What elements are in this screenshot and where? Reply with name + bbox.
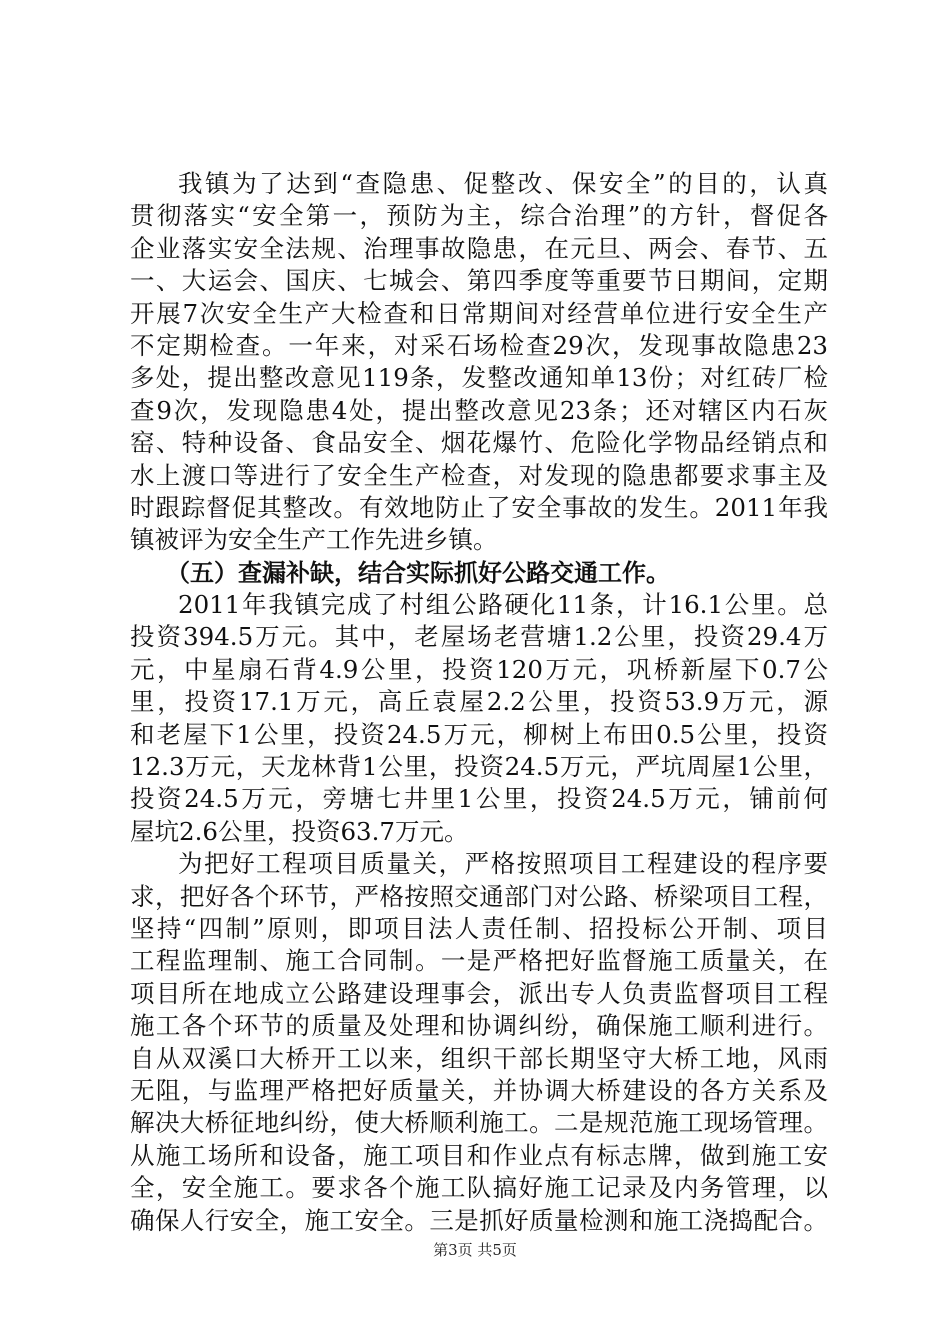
text-line: 自从双溪口大桥开工以来，组织干部长期坚守大桥工地，风雨 xyxy=(130,1043,828,1073)
text-line: 多处，提出整改意见119条，发整改通知单13份；对红砖厂检 xyxy=(130,363,828,393)
text-line: 开展7次安全生产大检查和日常期间对经营单位进行安全生产 xyxy=(130,298,828,328)
text-line: 不定期检查。一年来，对采石场检查29次，发现事故隐患23 xyxy=(130,330,828,360)
text-line: 一、大运会、国庆、七城会、第四季度等重要节日期间，定期 xyxy=(130,266,828,296)
paragraph xyxy=(130,168,828,557)
text-line: 施工各个环节的质量及处理和协调纠纷，确保施工顺利进行。 xyxy=(130,1011,828,1041)
text-line: 无阻，与监理严格把好质量关，并协调大桥建设的各方关系及 xyxy=(130,1075,828,1105)
text-line: 元，中星扇石背4.9公里，投资120万元，巩桥新屋下0.7公 xyxy=(130,654,828,684)
text-line: 项目所在地成立公路建设理事会，派出专人负责监督项目工程 xyxy=(130,978,828,1008)
text-line: 我镇为了达到“查隐患、促整改、保安全”的目的，认真 xyxy=(178,169,828,198)
text-line: 投资24.5万元，旁塘七井里1公里，投资24.5万元，铺前何 xyxy=(130,784,828,814)
paragraph xyxy=(130,589,828,848)
text-line: 为把好工程项目质量关，严格按照项目工程建设的程序要 xyxy=(178,849,828,879)
text-line: 从施工场所和设备，施工项目和作业点有标志牌，做到施工安 xyxy=(130,1140,828,1170)
text-line: 确保人行安全，施工安全。三是抓好质量检测和施工浇捣配合。 xyxy=(130,1205,828,1235)
text-line: 贯彻落实“安全第一，预防为主，综合治理”的方针，督促各 xyxy=(130,201,828,231)
page-number-footer: 第3页 共5页 xyxy=(433,1241,517,1259)
text-line: 全，安全施工。要求各个施工队搞好施工记录及内务管理，以 xyxy=(130,1173,828,1203)
paragraph xyxy=(130,848,828,1237)
text-line: 水上渡口等进行了安全生产检查，对发现的隐患都要求事主及 xyxy=(130,460,828,490)
text-line: 解决大桥征地纠纷，使大桥顺利施工。二是规范施工现场管理。 xyxy=(130,1108,828,1138)
text-line: 2011年我镇完成了村组公路硬化11条，计16.1公里。总 xyxy=(178,590,828,620)
text-line: 工程监理制、施工合同制。一是严格把好监督施工质量关，在 xyxy=(130,946,828,976)
text-line: 镇被评为安全生产工作先进乡镇。 xyxy=(130,525,498,555)
text-line: 屋坑2.6公里，投资63.7万元。 xyxy=(130,816,469,846)
text-line: 窑、特种设备、食品安全、烟花爆竹、危险化学物品经销点和 xyxy=(130,428,828,458)
text-line: 里，投资17.1万元，高丘袁屋2.2公里，投资53.9万元，源 xyxy=(130,687,828,717)
text-line: 坚持“四制”原则，即项目法人责任制、招投标公开制、项目 xyxy=(130,913,828,943)
text-line: 投资394.5万元。其中，老屋场老营塘1.2公里，投资29.4万 xyxy=(130,622,828,652)
text-line: 求，把好各个环节，严格按照交通部门对公路、桥梁项目工程， xyxy=(130,881,828,911)
text-line: 查9次，发现隐患4处，提出整改意见23条；还对辖区内石灰 xyxy=(130,395,828,425)
text-line: 和老屋下1公里，投资24.5万元，柳树上布田0.5公里，投资 xyxy=(130,719,828,749)
text-line: 企业落实安全法规、治理事故隐患，在元旦、两会、春节、五 xyxy=(130,233,828,263)
section-heading: （五）查漏补缺，结合实际抓好公路交通工作。 xyxy=(166,558,670,587)
text-line: 时跟踪督促其整改。有效地防止了安全事故的发生。2011年我 xyxy=(130,492,828,522)
document-body xyxy=(130,168,828,1237)
text-line: 12.3万元，天龙林背1公里，投资24.5万元，严坑周屋1公里， xyxy=(130,752,828,782)
